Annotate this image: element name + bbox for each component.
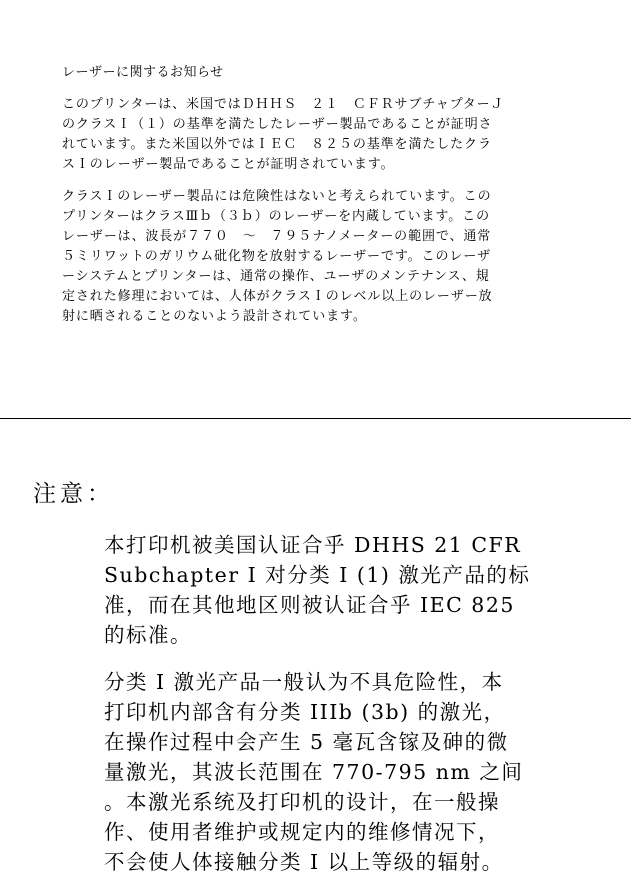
text-line: 不会使人体接触分类 I 以上等级的辐射。 (104, 850, 504, 874)
text-line: 量激光，其波长范围在 770-795 nm 之间 (104, 760, 524, 784)
section-divider (0, 418, 631, 419)
text-line: 定された修理においては、人体がクラスＩのレベル以上のレーザー放 (62, 289, 493, 304)
text-line: 的标准。 (104, 623, 192, 647)
chinese-notice-heading: 注意： (33, 481, 114, 507)
text-line: 作、使用者维护或规定内的维修情况下， (104, 820, 500, 844)
text-line: 射に晒されることのないよう設計されています。 (62, 309, 367, 324)
text-line: プリンターはクラスⅢｂ（３ｂ）のレーザーを内蔵しています。この (62, 209, 490, 224)
text-line: レーザーは、波長が７７０ ～ ７９５ナノメーターの範囲で、通常 (62, 229, 492, 244)
text-line: このプリンターは、米国ではＤＨＨＳ ２１ ＣＦＲサブチャプターＪ (62, 97, 505, 112)
text-line: ーシステムとプリンターは、通常の操作、ユーザのメンテナンス、規 (62, 269, 490, 284)
text-line: 准，而在其他地区则被认证合乎 IEC 825 (104, 593, 515, 617)
chinese-paragraph-safety (104, 667, 624, 877)
text-line: 分类 I 激光产品一般认为不具危险性，本 (104, 670, 504, 694)
japanese-notice-title: レーザーに関するお知らせ (62, 65, 224, 80)
japanese-laser-notice (62, 65, 602, 339)
text-line: れています。また米国以外ではＩＥＣ ８２５の基準を満たしたクラ (62, 137, 492, 152)
text-line: 。本激光系统及打印机的设计，在一般操 (104, 790, 500, 814)
text-line: 本打印机被美国认证合乎 DHHS 21 CFR (104, 533, 522, 557)
japanese-paragraph-certification (62, 95, 602, 175)
text-line: Subchapter I 对分类 I (1) 激光产品的标 (104, 563, 531, 587)
chinese-paragraph-certification (104, 530, 624, 650)
text-line: スＩのレーザー製品であることが証明されています。 (62, 157, 395, 172)
text-line: ５ミリワットのガリウム砒化物を放射するレーザーです。このレーザ (62, 249, 492, 264)
japanese-paragraph-safety (62, 187, 602, 327)
text-line: 打印机内部含有分类 IIIb (3b) 的激光， (104, 700, 506, 724)
text-line: 在操作过程中会产生 5 毫瓦含镓及砷的微 (104, 730, 509, 754)
chinese-laser-notice (104, 530, 624, 894)
text-line: クラスＩのレーザー製品には危険性はないと考えられています。この (62, 189, 492, 204)
text-line: のクラスＩ（１）の基準を満たしたレーザー製品であることが証明さ (62, 117, 493, 132)
